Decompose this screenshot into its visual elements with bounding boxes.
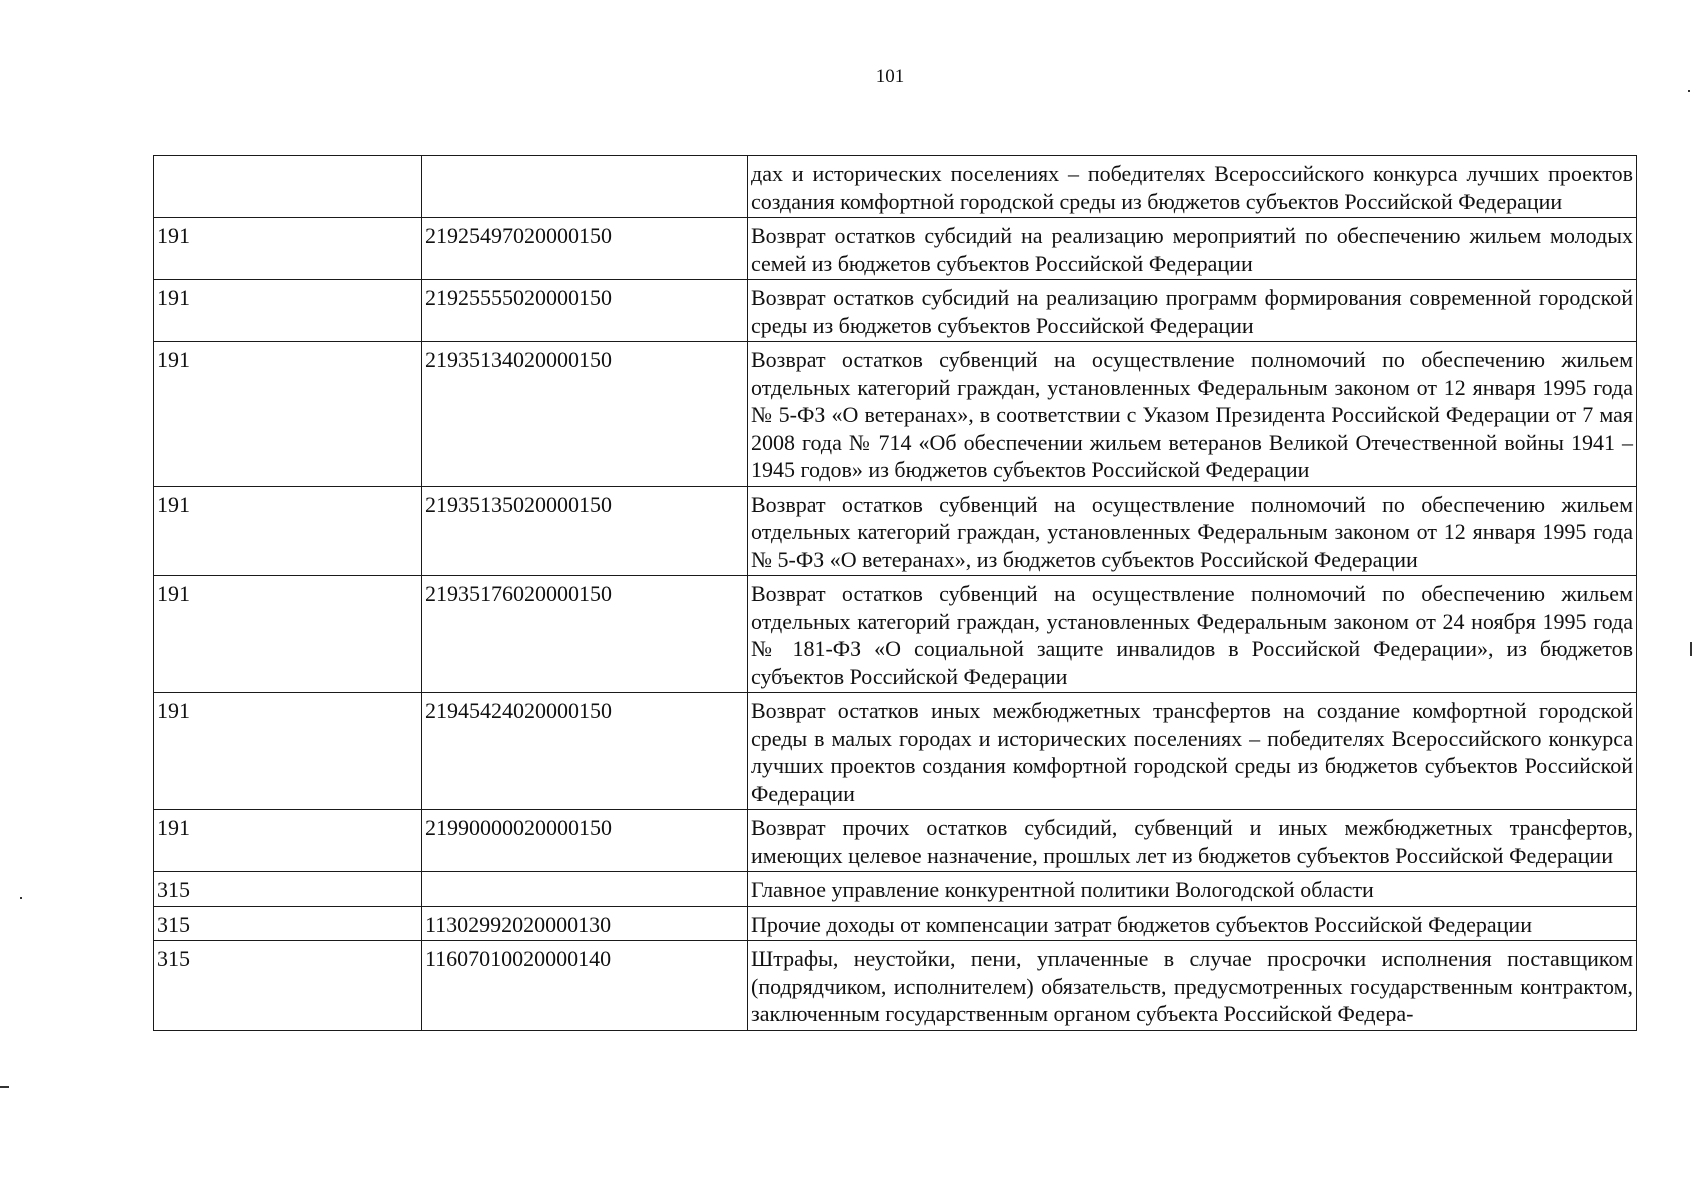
income-codes-table	[153, 155, 1637, 1031]
scan-mark-left	[0, 1086, 9, 1088]
admin-code-cell: 315	[154, 941, 422, 1031]
income-code-cell: 21925497020000150	[422, 218, 748, 280]
admin-code-cell: 191	[154, 280, 422, 342]
scan-dot-left	[20, 897, 22, 899]
admin-code-cell: 191	[154, 810, 422, 872]
table-row	[154, 486, 1637, 576]
scan-mark-right-top	[1688, 90, 1690, 92]
table-row	[154, 810, 1637, 872]
admin-code-cell: 315	[154, 906, 422, 941]
table-row	[154, 872, 1637, 907]
table-row	[154, 218, 1637, 280]
table-row	[154, 280, 1637, 342]
income-name-cell: Прочие доходы от компенсации затрат бюджетов субъектов Российской Федерации	[748, 906, 1637, 941]
table-row	[154, 941, 1637, 1031]
table-row	[154, 906, 1637, 941]
income-name-cell: Возврат остатков субсидий на реализацию программ формирования современной городской среды из бюджетов субъектов Российской Федерации	[748, 280, 1637, 342]
income-name-cell: Возврат остатков субсидий на реализацию мероприятий по обеспечению жильем молодых семей из бюджетов субъектов Российской Федерации	[748, 218, 1637, 280]
admin-code-cell: 191	[154, 342, 422, 487]
page-number: 101	[875, 66, 905, 87]
income-code-cell: 21935134020000150	[422, 342, 748, 487]
income-code-cell: 11607010020000140	[422, 941, 748, 1031]
income-code-cell: 11302992020000130	[422, 906, 748, 941]
table-body	[154, 156, 1637, 1031]
income-name-cell: дах и исторических поселениях – победителях Всероссийского конкурса лучших проектов создания комфортной городской среды из бюджетов субъектов Российской Федерации	[748, 156, 1637, 218]
table-row	[154, 693, 1637, 810]
admin-code-cell: 191	[154, 218, 422, 280]
income-name-cell: Возврат остатков субвенций на осуществление полномочий по обеспечению жильем отдельных категорий граждан, установленных Федеральным законом от 12 января 1995 года № 5-ФЗ «О ветеранах», в соответствии с Указом Президента Российской Федерации от 7 мая 2008 года № 714 «Об обеспечении жильем ветеранов Великой Отечественной войны 1941 – 1945 годов» из бюджетов субъектов Российской Федерации	[748, 342, 1637, 487]
income-name-cell: Возврат остатков субвенций на осуществление полномочий по обеспечению жильем отдельных категорий граждан, установленных Федеральным законом от 12 января 1995 года № 5-ФЗ «О ветеранах», из бюджетов субъектов Российской Федерации	[748, 486, 1637, 576]
income-name-cell: Возврат остатков субвенций на осуществление полномочий по обеспечению жильем отдельных категорий граждан, установленных Федеральным законом от 24 ноября 1995 года № 181-ФЗ «О социальной защите инвалидов в Российской Федерации», из бюджетов субъектов Российской Федерации	[748, 576, 1637, 693]
admin-code-cell: 191	[154, 693, 422, 810]
income-code-cell: 21935135020000150	[422, 486, 748, 576]
admin-code-cell: 191	[154, 576, 422, 693]
income-code-cell	[422, 156, 748, 218]
scan-mark-right	[1690, 642, 1692, 656]
income-name-cell: Главное управление конкурентной политики Вологодской области	[748, 872, 1637, 907]
table-row	[154, 156, 1637, 218]
income-name-cell: Штрафы, неустойки, пени, уплаченные в случае просрочки исполнения поставщиком (подрядчиком, исполнителем) обязательств, предусмотренных государственным контрактом, заключенным государственным органом субъекта Российской Федера-	[748, 941, 1637, 1031]
income-code-cell: 21935176020000150	[422, 576, 748, 693]
admin-code-cell: 191	[154, 486, 422, 576]
income-code-cell	[422, 872, 748, 907]
income-code-cell: 21945424020000150	[422, 693, 748, 810]
income-code-cell: 21990000020000150	[422, 810, 748, 872]
table-row	[154, 342, 1637, 487]
admin-code-cell: 315	[154, 872, 422, 907]
admin-code-cell	[154, 156, 422, 218]
income-name-cell: Возврат остатков иных межбюджетных трансфертов на создание комфортной городской среды в малых городах и исторических поселениях – победителях Всероссийского конкурса лучших проектов создания комфортной городской среды из бюджетов субъектов Российской Федерации	[748, 693, 1637, 810]
table-row	[154, 576, 1637, 693]
income-code-cell: 21925555020000150	[422, 280, 748, 342]
income-name-cell: Возврат прочих остатков субсидий, субвенций и иных межбюджетных трансфертов, имеющих целевое назначение, прошлых лет из бюджетов субъектов Российской Федерации	[748, 810, 1637, 872]
